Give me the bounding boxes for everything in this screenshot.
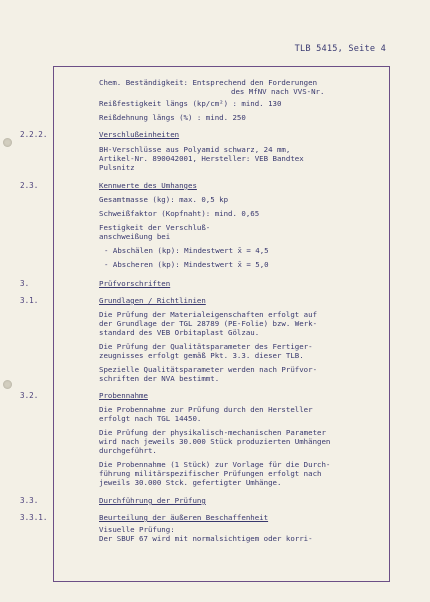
text-line: durchgeführt. [99, 446, 157, 455]
page-header: TLB 5415, Seite 4 [294, 44, 386, 54]
punch-hole [3, 380, 12, 389]
text-line: Artikel-Nr. 890042001, Hersteller: VEB Bandtex [99, 154, 304, 163]
section-number: 2.2.2. [20, 130, 48, 139]
text-line: Visuelle Prüfung: [99, 525, 175, 534]
text-line: Festigkeit der Verschluß- [99, 223, 211, 232]
text-line: - Abschälen (kp): Mindestwert x̄ = 4,5 [104, 246, 269, 255]
text-line: Die Probennahme zur Prüfung durch den Hersteller [99, 405, 313, 414]
section-number: 3.3. [20, 496, 39, 505]
text-line: Schweißfaktor (Kopfnaht): mind. 0,65 [99, 209, 260, 218]
text-line: Der SBUF 67 wird mit normalsichtigem oder korri- [99, 534, 313, 543]
punch-hole [3, 138, 12, 147]
text-line: jeweils 30.000 Stck. gefertigter Umhänge. [99, 478, 282, 487]
section-number: 3.1. [20, 296, 39, 305]
text-line: Die Prüfung der Materialeigenschaften erfolgt auf [99, 310, 318, 319]
text-line: des MfNV nach VVS-Nr. [231, 87, 325, 96]
section-heading: Verschlußeinheiten [99, 130, 180, 139]
section-heading: Beurteilung der äußeren Beschaffenheit [99, 513, 269, 522]
text-line: Chem. Beständigkeit: Entsprechend den Forderungen [99, 78, 318, 87]
text-line: - Abscheren (kp): Mindestwert x̄ = 5,0 [104, 260, 269, 269]
section-heading: Probennahme [99, 391, 148, 400]
text-line: BH-Verschlüsse aus Polyamid schwarz, 24 mm, [99, 145, 291, 154]
text-line: Spezielle Qualitätsparameter werden nach Prüfvor- [99, 365, 318, 374]
section-number: 3.3.1. [20, 513, 48, 522]
text-line: erfolgt nach TGL 14450. [99, 414, 202, 423]
text-line: wird nach jeweils 30.000 Stück produzierten Umhängen [99, 437, 331, 446]
section-heading: Durchführung der Prüfung [99, 496, 206, 505]
text-line: Reißfestigkeit längs (kp/cm²) : mind. 130 [99, 99, 282, 108]
text-line: Pulsnitz [99, 163, 135, 172]
section-number: 3.2. [20, 391, 39, 400]
text-line: Gesamtmasse (kg): max. 0,5 kp [99, 195, 229, 204]
text-line: führung militärspezifischer Prüfungen erfolgt nach [99, 469, 322, 478]
text-line: Die Probennahme (1 Stück) zur Vorlage für die Durch- [99, 460, 331, 469]
text-line: zeugnisses erfolgt gemäß Pkt. 3.3. dieser TLB. [99, 351, 304, 360]
text-line: der Grundlage der TGL 28789 (PE-Folie) bzw. Werk- [99, 319, 318, 328]
section-number: 2.3. [20, 181, 39, 190]
section-heading: Kennwerte des Umhanges [99, 181, 197, 190]
section-heading: Prüfvorschriften [99, 279, 171, 288]
content-frame [20, 66, 390, 582]
text-line: Die Prüfung der physikalisch-mechanischen Parameter [99, 428, 326, 437]
text-line: Die Prüfung der Qualitätsparameter des Fertiger- [99, 342, 313, 351]
section-number: 3. [20, 279, 30, 288]
text-line: Reißdehnung längs (%) : mind. 250 [99, 113, 246, 122]
text-line: schriften der NVA bestimmt. [99, 374, 220, 383]
section-heading: Grundlagen / Richtlinien [99, 296, 206, 305]
text-line: anschweißung bei [99, 232, 171, 241]
text-line: standard des VEB Orbitaplast Gölzau. [99, 328, 260, 337]
